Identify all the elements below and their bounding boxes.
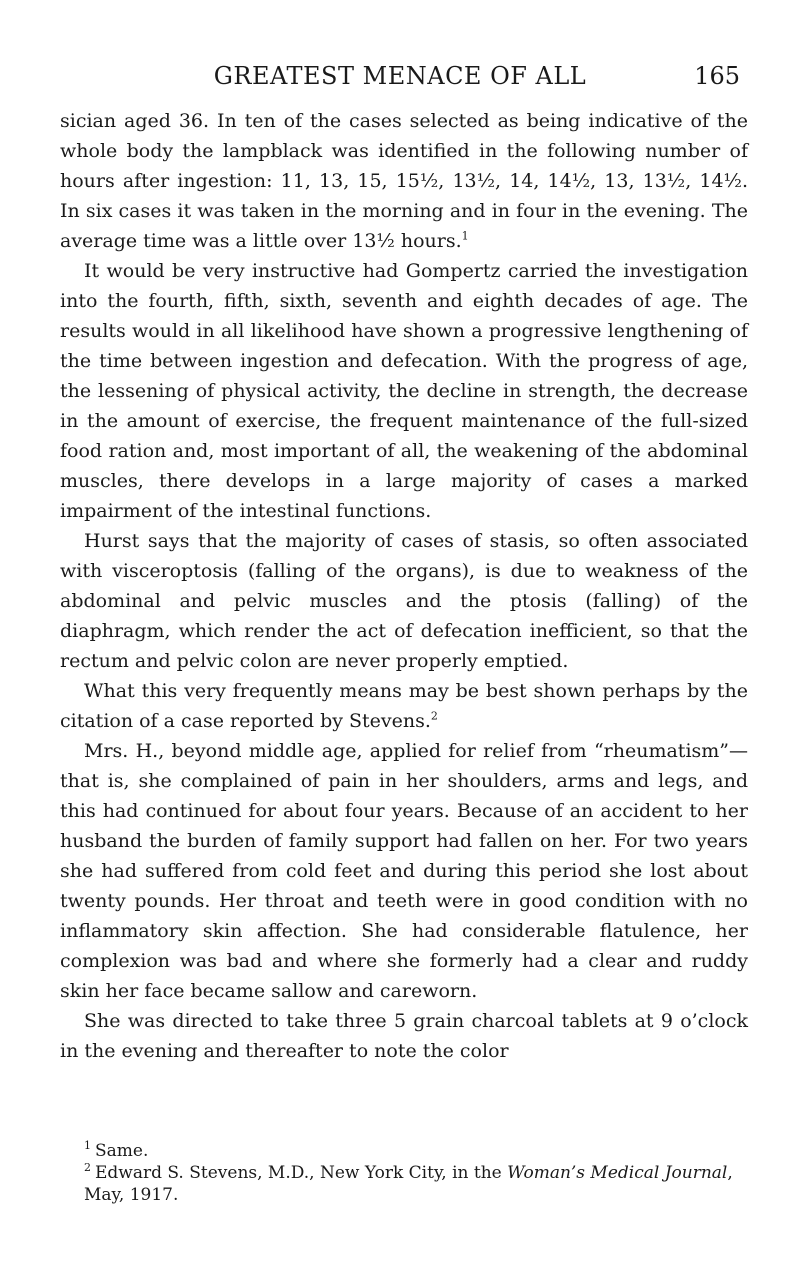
footnote-2-text-before: Edward S. Stevens, M.D., New York City, in the [95, 1163, 508, 1183]
paragraph-4-text: What this very frequently means may be best shown perhaps by the citation of a case reported by Stevens. [60, 680, 748, 732]
paragraph-5 [60, 736, 748, 1006]
paragraph-6 [60, 1006, 748, 1066]
footnote-2-mark: 2 [84, 1161, 91, 1175]
paragraph-3-text: Hurst says that the majority of cases of stasis, so often associated with visceroptosis (falling of the organs), is due to weakness of the abdominal and pelvic muscles and the ptosis (falling) of the diaphragm, which render the act of defecation inefficient, so that the rectum and pelvic colon are never properly emptied. [60, 530, 748, 672]
paragraph-2-text: It would be very instructive had Gompertz carried the investigation into the fourth, fifth, sixth, seventh and eighth decades of age. The results would in all likelihood have shown a progressive lengthening of the time between ingestion and defecation. With the progress of age, the lessening of physical activity, the decline in strength, the decrease in the amount of exercise, the frequent maintenance of the full-sized food ration and, most important of all, the weakening of the abdominal muscles, there develops in a large majority of cases a marked impairment of the intestinal functions. [60, 260, 748, 522]
footnote-1-mark: 1 [84, 1139, 91, 1153]
paragraph-3 [60, 526, 748, 676]
paragraph-6-text: She was directed to take three 5 grain charcoal tablets at 9 o’clock in the evening and thereafter to note the color [60, 1010, 748, 1062]
footnote-ref-2: 2 [430, 709, 438, 723]
footnotes [60, 1140, 748, 1206]
paragraph-4 [60, 676, 748, 736]
paragraph-1 [60, 106, 748, 256]
running-title: GREATEST MENACE OF ALL [213, 62, 587, 90]
footnote-2-text-after: , May, 1917. [84, 1163, 733, 1205]
footnote-ref-1: 1 [461, 229, 469, 243]
footnote-2-journal: Woman’s Medical Journal [507, 1163, 728, 1183]
running-head [60, 58, 740, 94]
footnote-1 [60, 1140, 748, 1162]
footnote-2 [60, 1162, 748, 1206]
footnote-1-text: Same. [95, 1141, 149, 1161]
page-number: 165 [694, 62, 740, 90]
body-text [60, 106, 748, 1066]
paragraph-2 [60, 256, 748, 526]
paragraph-5-text: Mrs. H., beyond middle age, applied for relief from “rheumatism”—that is, she complained of pain in her shoulders, arms and legs, and this had continued for about four years. Because of an accident to her husband the burden of family support had fallen on her. For two years she had suffered from cold feet and during this period she lost about twenty pounds. Her throat and teeth were in good condition with no inflammatory skin affection. She had considerable flatulence, her complexion was bad and where she formerly had a clear and ruddy skin her face became sallow and careworn. [60, 740, 748, 1002]
paragraph-1-text: sician aged 36. In ten of the cases selected as being indicative of the whole body the lampblack was identified in the following number of hours after ingestion: 11, 13, 15, 15½, 13½, 14, 14½, 13, 13½, 14½. In six cases it was taken in the morning and in four in the evening. The average time was a little over 13½ hours. [60, 110, 748, 252]
